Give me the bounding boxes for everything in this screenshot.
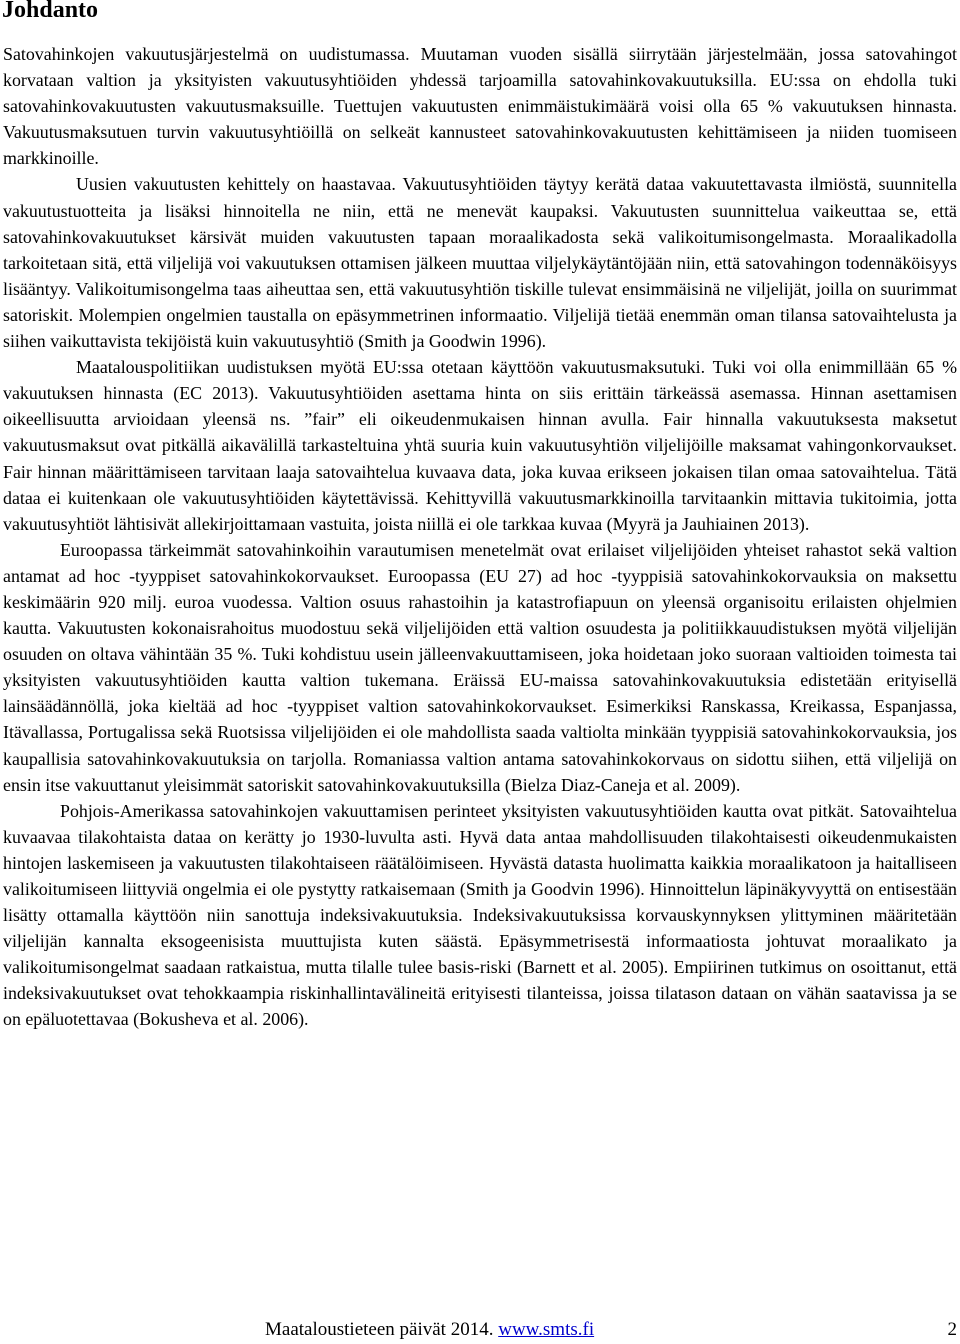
- paragraph-4: Euroopassa tärkeimmät satovahinkoihin varautumisen menetelmät ovat erilaiset viljelijöiden yhteiset rahastot sekä valtion antamat ad hoc -tyyppiset satovahinkokorvaukset. Euroopassa (EU 27) ad hoc -tyyppisiä satovahinkokorvauksia on maksettu keskimäärin 920 milj. euroa vuodessa. Valtion osuus rahastoihin ja katastrofiapuun on yleensä organisoitu erilaisten ohjelmien kautta. Vakuutusten kokonaisrahoitus muodostuu sekä viljelijöiden että valtion osuudesta ja politiikkauudistuksen myötä viljelijän osuuden on oltava vähintään 35 %. Tuki kohdistuu usein jälleenvakuuttamiseen, joka hoidetaan joko suoraan valtioiden toimesta tai yksityisten vakuutusyhtiöiden kautta valtion tukemana. Eräissä EU-maissa satovahinkovakuutuksia edistetään erityisellä lainsäädännöllä, joka kieltää ad hoc -tyyppiset valtion satovahinkokorvaukset. Esimerkiksi Ranskassa, Kreikassa, Espanjassa, Itävallassa, Portugalissa sekä Ruotsissa viljelijöiden ei ole mahdollista saada valtiolta minkään tyyppisiä satovahinkokorvauksia, jos kaupallisia satovahinkovakuutuksia on tarjolla. Romaniassa valtion antama satovahinkokorvaus on sidottu siihen, että viljelijä on ensin itse vakuuttanut yleisimmät satoriskit satovahinkovakuutuksilla (Bielza Diaz-Caneja et al. 2009).: [3, 539, 957, 795]
- paragraph-1: Satovahinkojen vakuutusjärjestelmä on uudistumassa. Muutaman vuoden sisällä siirrytään järjestelmään, jossa satovahingot korvataan valtion ja yksityisten vakuutusyhtiöiden yhdessä tarjoamilla satovahinkovakuutuksilla. EU:ssa on ehdolla tuki satovahinkovakuutusten vakuutusmaksuille. Tuettujen vakuutusten enimmäistukimäärä voisi olla 65 % vakuutuksen hinnasta. Vakuutusmaksutuen turvin vakuutusyhtiöillä on selkeät kannusteet satovahinkovakuutusten kehittämiseen ja niiden tuomiseen markkinoille.: [3, 44, 957, 169]
- paragraph-3: Maatalouspolitiikan uudistuksen myötä EU:ssa otetaan käyttöön vakuutusmaksutuki. Tuki voi olla enimmillään 65 % vakuutuksen hinnasta (EC 2013). Vakuutusyhtiöiden asettama hinta on siis erittäin tärkeässä asemassa. Hinnan asettamisen oikeellisuutta arvioidaan yleensä ns. ”fair” eli oikeudenmukaisen hinnan avulla. Fair hinnalla vakuutuksesta maksetut vakuutusmaksut ovat pitkällä aikavälillä tarkasteltuina yhtä suuria kuin vakuutusyhtiön viljelijöille maksamat vahingonkorvaukset. Fair hinnan määrittämiseen tarvitaan laaja satovaihtelua kuvaava data, joka kuvaa erikseen jokaisen tilan omaa satovaihtelua. Tätä dataa ei kuitenkaan ole vakuutusyhtiöiden käytettävissä. Kehittyvillä vakuutusmarkkinoilla tarvitaankin mittavia tukitoimia, jotta vakuutusyhtiöt lähtisivät allekirjoittamaan vastuita, joista niillä ei ole tarkkaa kuvaa (Myyrä ja Jauhiainen 2013).: [3, 357, 957, 534]
- paragraph-5: Pohjois-Amerikassa satovahinkojen vakuuttamisen perinteet yksityisten vakuutusyhtiöiden kautta ovat pitkät. Satovaihtelua kuvaavaa tilakohtaista dataa on kerätty jo 1930-luvulta asti. Hyvä data antaa mahdollisuuden tilakohtaisesti oikeudenmukaisten hintojen laskemiseen ja vakuutusten tilakohtaiseen räätälöimiseen. Hyvästä datasta huolimatta kaikkia moraalikatoon ja haitalliseen valikoitumiseen liittyviä ongelmia ei ole pystytty ratkaisemaan (Smith ja Goodvin 1996). Hinnoittelun läpinäkyvyyttä on entisestään lisätty ottamalla käyttöön niin sanottuja indeksivakuutuksia. Indeksivakuutuksissa korvauskynnyksen ylittyminen määritetään viljelijän kannalta eksogeenisista muuttujista kuten säästä. Epäsymmetrisestä informaatiosta johtuvat moraalikato ja valikoitumisongelmat saadaan ratkaistua, mutta tilalle tulee basis-riski (Barnett et al. 2005). Empiirinen tutkimus on osoittanut, että indeksivakuutukset ovat tehokkaampia riskinhallintavälineitä erityisesti tilanteissa, joissa tilatason dataan on vähän saatavissa ja se on epäluotettavaa (Bokusheva et al. 2006).: [3, 800, 957, 1030]
- section-heading: Johdanto: [2, 0, 99, 23]
- page-footer: [0, 1313, 960, 1339]
- body-text: [3, 41, 957, 1033]
- page-number: 2: [947, 1319, 957, 1340]
- paragraph-2: Uusien vakuutusten kehittely on haastavaa. Vakuutusyhtiöiden täytyy kerätä dataa vakuutettavasta ilmiöstä, suunnitella vakuutustuotteita ja lisäksi hinnoitella ne niin, että ne menevät kaupaksi. Vakuutusten suunnittelua vaikeuttaa se, että satovahinkovakuutukset kärsivät muiden vakuutusten tapaan moraalikadosta sekä valikoitumisongelmasta. Moraalikadolla tarkoitetaan sitä, että viljelijä voi vakuutuksen ottamisen jälkeen muuttaa viljelykäytäntöjään niin, että satovahingon todennäköisyys lisääntyy. Valikoitumisongelma taas aiheuttaa sen, että vakuutusyhtiön tiskille tulevat ensimmäisinä ne viljelijät, joilla on suurimmat satoriskit. Molempien ongelmien taustalla on epäsymmetrinen informaatio. Viljelijä tietää enemmän oman tilansa satovaihtelusta ja siihen vaikuttavista tekijöistä kuin vakuutusyhtiö (Smith ja Goodwin 1996).: [3, 174, 957, 352]
- footer-label: Maataloustieteen päivät 2014.: [265, 1319, 494, 1340]
- footer-link[interactable]: www.smts.fi: [498, 1319, 595, 1340]
- footer-text-line: [265, 1317, 594, 1343]
